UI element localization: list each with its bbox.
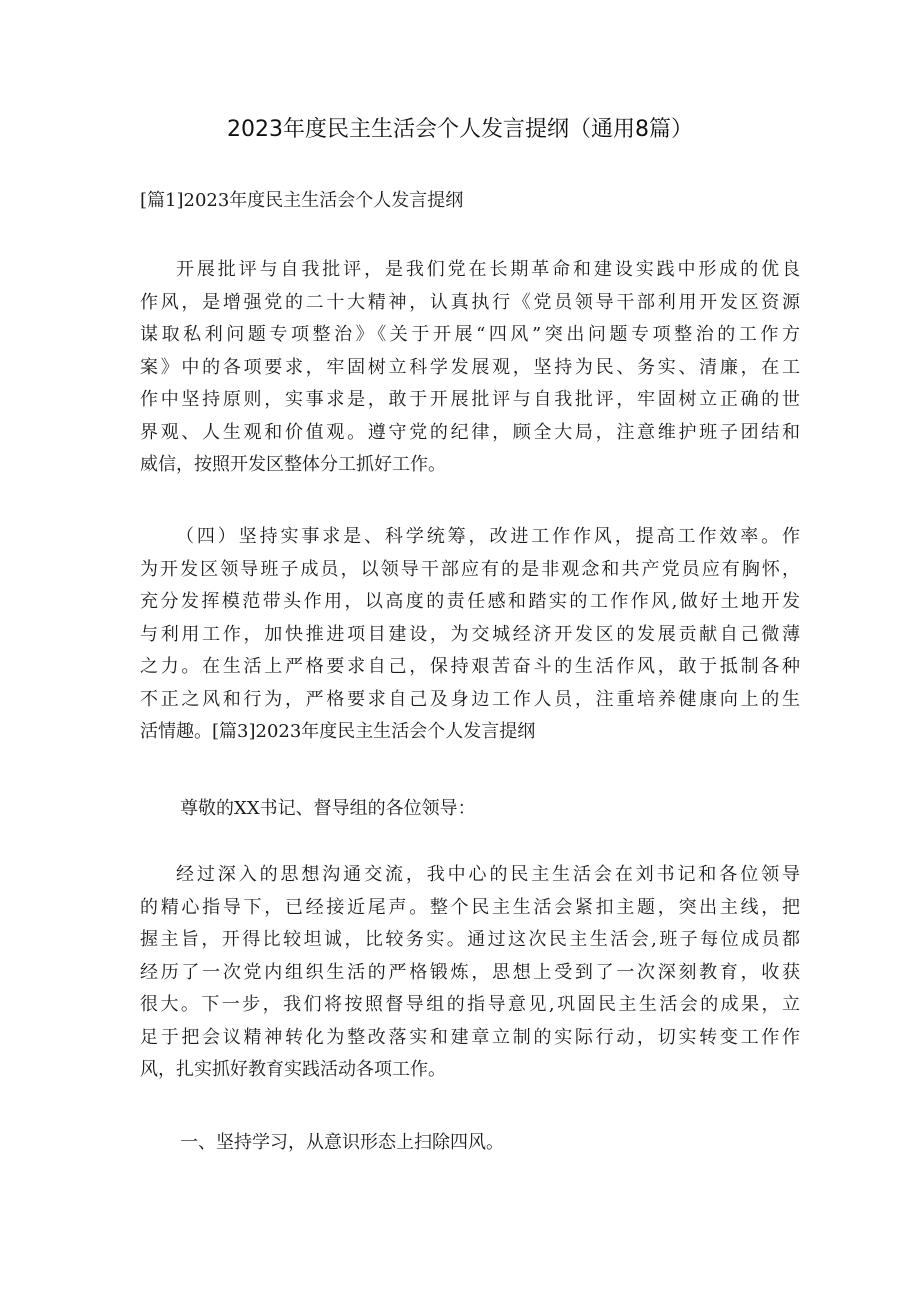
paragraph-line: 活情趣。[篇3]2023年度民主生活会个人发言提纲 (140, 721, 536, 742)
document-title: 2023年度民主生活会个人发言提纲（通用8篇） (227, 117, 693, 142)
paragraph-line: 案》中的各项要求，牢固树立科学发展观，坚持为民、务实、清廉，在工 (140, 356, 800, 378)
paragraph-line: 作风，是增强党的二十大精神，认真执行《党员领导干部利用开发区资源 (140, 291, 800, 313)
paragraph-line: 足于把会议精神转化为整改落实和建章立制的实际行动，切实转变工作作 (140, 1026, 800, 1048)
paragraph-line: 之力。在生活上严格要求自己，保持艰苦奋斗的生活作风，敢于抵制各种 (140, 656, 800, 677)
paragraph-line: 与利用工作，加快推进项目建设，为交城经济开发区的发展贡献自己微薄 (140, 623, 800, 645)
paragraph-1 (140, 254, 800, 482)
paragraph-line: 威信，按照开发区整体分工抓好工作。 (140, 454, 446, 475)
point-heading-1: 一、坚持学习，从意识形态上扫除四风。 (180, 1132, 504, 1153)
paragraph-line: 开展批评与自我批评，是我们党在长期革命和建设实践中形成的优良 (176, 259, 800, 280)
paragraph-line: 的精心指导下，已经接近尾声。整个民主生活会紧扣主题，突出主线，把 (140, 896, 800, 918)
paragraph-line: 为开发区领导班子成员，以领导干部应有的是非观念和共产党员应有胸怀， (140, 558, 800, 580)
greeting-line: 尊敬的XX书记、督导组的各位领导： (180, 798, 476, 819)
paragraph-line: （四）坚持实事求是、科学统筹，改进工作作风，提高工作效率。作 (176, 526, 800, 547)
section-heading-1: [篇1]2023年度民主生活会个人发言提纲 (140, 190, 464, 211)
paragraph-line: 充分发挥模范带头作用，以高度的责任感和踏实的工作作风,做好土地开发 (140, 591, 800, 612)
paragraph-3 (140, 859, 800, 1087)
paragraph-line: 界观、人生观和价值观。遵守党的纪律，顾全大局，注意维护班子团结和 (140, 421, 800, 443)
paragraph-line: 经过深入的思想沟通交流，我中心的民主生活会在刘书记和各位领导 (176, 864, 800, 885)
paragraph-2 (140, 521, 800, 749)
paragraph-line: 握主旨，开得比较坦诚，比较务实。通过这次民主生活会,班子每位成员都 (140, 929, 800, 950)
paragraph-line: 很大。下一步，我们将按照督导组的指导意见,巩固民主生活会的成果，立 (140, 994, 800, 1015)
paragraph-line: 不正之风和行为，严格要求自己及身边工作人员，注重培养健康向上的生 (140, 688, 800, 710)
paragraph-line: 作中坚持原则，实事求是，敢于开展批评与自我批评，牢固树立正确的世 (140, 389, 800, 410)
paragraph-line: 经历了一次党内组织生活的严格锻炼，思想上受到了一次深刻教育，收获 (140, 961, 800, 983)
paragraph-line: 谋取私利问题专项整治》《关于开展“四风”突出问题专项整治的工作方 (140, 324, 800, 345)
paragraph-line: 风，扎实抓好教育实践活动各项工作。 (140, 1059, 446, 1080)
